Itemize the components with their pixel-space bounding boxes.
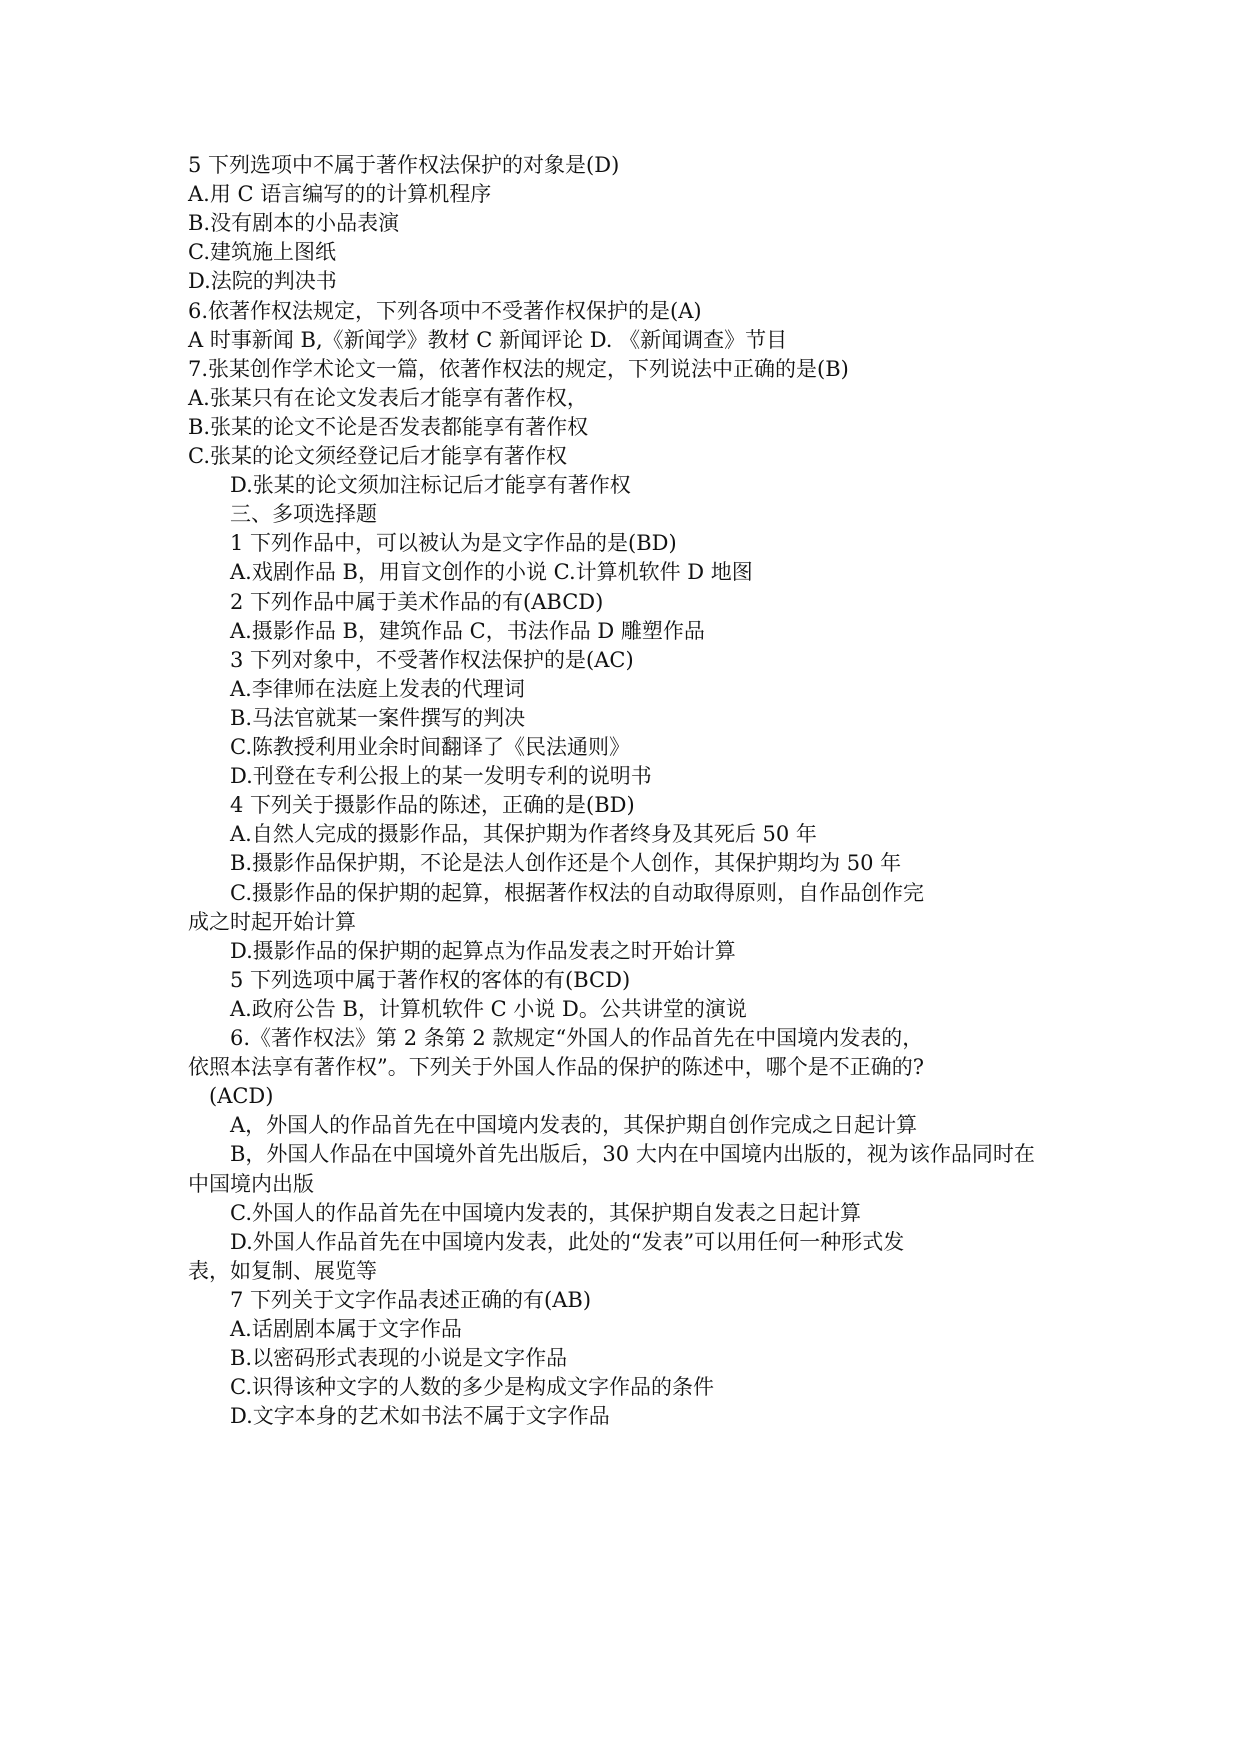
- text-line: D.刊登在专利公报上的某一发明专利的说明书: [230, 764, 652, 789]
- text-line: C.张某的论文须经登记后才能享有著作权: [188, 444, 567, 468]
- text-line: 3 下列对象中，不受著作权法保护的是(AC): [230, 647, 634, 672]
- text-line: 7.张某创作学术论文一篇，依著作权法的规定，下列说法中正确的是(B): [188, 356, 849, 381]
- text-line: 6.《著作权法》第 2 条第 2 款规定“外国人的作品首先在中国境内发表的，: [230, 1026, 924, 1050]
- text-line: C.陈教授利用业余时间翻译了《民法通则》: [230, 735, 630, 759]
- text-line: B.没有剧本的小品表演: [188, 211, 400, 236]
- text-line: A.用 C 语言编写的的计算机程序: [188, 182, 492, 207]
- text-line: D.法院的判决书: [188, 269, 337, 294]
- text-line: 5 下列选项中属于著作权的客体的有(BCD): [230, 967, 631, 992]
- text-line: C.建筑施上图纸: [188, 240, 336, 265]
- text-line: 1 下列作品中，可以被认为是文字作品的是(BD): [230, 531, 677, 556]
- text-line: 依照本法享有著作权”。下列关于外国人作品的保护的陈述中，哪个是不正确的?: [188, 1055, 924, 1080]
- text-line: A 时事新闻 B,《新闻学》教材 C 新闻评论 D. 《新闻调查》节目: [188, 327, 788, 352]
- text-line: 7 下列关于文字作品表述正确的有(AB): [230, 1287, 592, 1312]
- text-line: A.李律师在法庭上发表的代理词: [230, 676, 525, 701]
- text-line: A，外国人的作品首先在中国境内发表的，其保护期自创作完成之日起计算: [230, 1113, 918, 1138]
- text-line: 2 下列作品中属于美术作品的有(ABCD): [230, 589, 604, 614]
- text-line: 成之时起开始计算: [188, 909, 356, 934]
- text-line: B，外国人作品在中国境外首先出版后，30 大内在中国境内出版的，视为该作品同时在: [230, 1142, 1035, 1167]
- text-line: D.张某的论文须加注标记后才能享有著作权: [230, 473, 631, 498]
- text-line: 4 下列关于摄影作品的陈述，正确的是(BD): [230, 793, 635, 818]
- text-line: 6.依著作权法规定，下列各项中不受著作权保护的是(A): [188, 298, 702, 323]
- text-line: B.张某的论文不论是否发表都能享有著作权: [188, 414, 589, 439]
- text-line: (ACD): [209, 1084, 274, 1109]
- text-line: D.摄影作品的保护期的起算点为作品发表之时开始计算: [230, 938, 736, 963]
- text-line: 表，如复制、展览等: [188, 1258, 377, 1283]
- text-line: 三、多项选择题: [230, 502, 377, 527]
- text-line: A.政府公告 B，计算机软件 C 小说 D。公共讲堂的演说: [230, 996, 747, 1021]
- text-line: 5 下列选项中不属于著作权法保护的对象是(D): [188, 153, 620, 177]
- text-line: B.摄影作品保护期，不论是法人创作还是个人创作，其保护期均为 50 年: [230, 851, 902, 876]
- text-line: D.文字本身的艺术如书法不属于文字作品: [230, 1404, 610, 1429]
- text-line: A.戏剧作品 B，用盲文创作的小说 C.计算机软件 D 地图: [230, 560, 753, 585]
- text-line: D.外国人作品首先在中国境内发表，此处的“发表”可以用任何一种形式发: [230, 1229, 905, 1254]
- text-line: A.摄影作品 B，建筑作品 C，书法作品 D 雕塑作品: [230, 618, 705, 643]
- text-line: C.外国人的作品首先在中国境内发表的，其保护期自发表之日起计算: [230, 1200, 861, 1225]
- text-line: A.话剧剧本属于文字作品: [230, 1317, 462, 1341]
- text-line: C.摄影作品的保护期的起算，根据著作权法的自动取得原则，自作品创作完: [230, 880, 924, 905]
- text-line: B.以密码形式表现的小说是文字作品: [230, 1346, 568, 1371]
- text-line: A.自然人完成的摄影作品，其保护期为作者终身及其死后 50 年: [230, 822, 817, 847]
- text-line: A.张某只有在论文发表后才能享有著作权，: [188, 385, 588, 410]
- text-line: B.马法官就某一案件撰写的判决: [230, 705, 526, 730]
- text-line: 中国境内出版: [188, 1171, 314, 1196]
- text-line: C.识得该种文字的人数的多少是构成文字作品的条件: [230, 1375, 714, 1400]
